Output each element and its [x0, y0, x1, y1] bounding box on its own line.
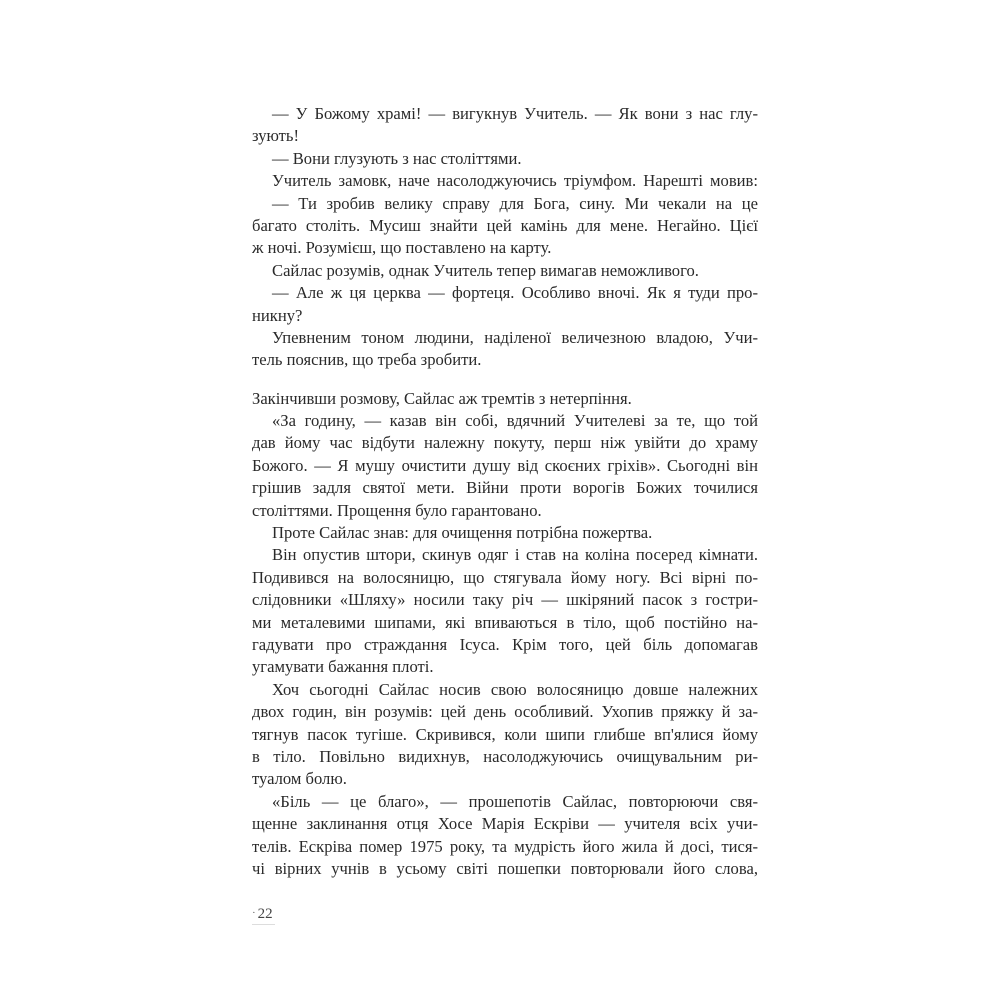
- text-line: Закінчивши розмову, Сайлас аж тремтів з нетерпіння.: [252, 388, 632, 408]
- text-line: ж ночі. Розумієш, що поставлено на карту.: [252, 238, 552, 258]
- section-dialogue: [252, 103, 758, 372]
- text-line: ми металевими шипами, які впиваються в тіло, щоб постійно на-: [252, 612, 758, 632]
- text-line: в тіло. Повільно видихнув, насолоджуючись очищувальним ри-: [252, 746, 758, 766]
- text-line: Подивився на волосяницю, що стягувала йому ногу. Всі вірні по-: [252, 567, 758, 587]
- text-line: Божого. — Я мушу очистити душу від скоєних гріхів». Сьогодні він: [252, 455, 758, 475]
- text-line: дав йому час відбути належну покуту, перш ніж увійти до храму: [252, 433, 758, 453]
- text-line: телів. Ескріва помер 1975 року, та мудрість його жила й досі, тися-: [252, 836, 758, 856]
- page-marker-icon: ·: [252, 907, 256, 919]
- text-line: Сайлас розумів, однак Учитель тепер вимагав неможливого.: [272, 260, 699, 280]
- text-line: — Вони глузують з нас століттями.: [272, 148, 522, 168]
- page-number-value: 22: [257, 906, 273, 922]
- text-line: грішив задля святої мети. Війни проти ворогів Божих точилися: [252, 478, 758, 498]
- text-line: чі вірних учнів в усьому світі пошепки повторювали його слова,: [252, 858, 758, 878]
- text-line: Учитель замовк, наче насолоджуючись тріумфом. Нарешті мовив:: [272, 171, 758, 191]
- text-line: століттями. Прощення було гарантовано.: [252, 500, 542, 520]
- text-line: «Біль — це благо», — прошепотів Сайлас, повторюючи свя-: [272, 791, 758, 811]
- text-line: Він опустив штори, скинув одяг і став на коліна посеред кімнати.: [272, 545, 758, 565]
- text-line: багато століть. Мусиш знайти цей камінь для мене. Негайно. Цієї: [252, 215, 758, 235]
- text-line: туалом болю.: [252, 769, 347, 789]
- text-line: Проте Сайлас знав: для очищення потрібна пожертва.: [272, 523, 653, 543]
- text-line: тель пояснив, що треба зробити.: [252, 350, 482, 370]
- section-break: [252, 372, 758, 388]
- text-line: слідовники «Шляху» носили таку річ — шкіряний пасок з гостри-: [252, 590, 758, 610]
- text-line: двох годин, він розумів: цей день особливий. Ухопив пряжку й за-: [252, 702, 758, 722]
- section-ritual: [252, 388, 758, 881]
- book-page-text: [252, 103, 758, 880]
- text-line: никну?: [252, 305, 303, 325]
- text-line: «За годину, — казав він собі, вдячний Учителеві за те, що той: [272, 411, 758, 431]
- text-line: угамувати бажання плоті.: [252, 657, 434, 677]
- text-line: гадувати про страждання Ісуса. Крім того, цей біль допомагав: [252, 634, 758, 654]
- text-line: Упевненим тоном людини, наділеної величезною владою, Учи-: [272, 327, 758, 347]
- text-line: щенне заклинання отця Хосе Марія Ескріви — учителя всіх учи-: [252, 814, 758, 834]
- page-number: [252, 906, 275, 925]
- text-line: — У Божому храмі! — вигукнув Учитель. — Як вони з нас глу-: [272, 104, 758, 123]
- text-line: — Але ж ця церква — фортеця. Особливо вночі. Як я туди про-: [272, 283, 758, 303]
- text-line: зують!: [252, 126, 300, 146]
- text-line: — Ти зробив велику справу для Бога, сину. Ми чекали на це: [272, 193, 758, 213]
- text-line: тягнув пасок тугіше. Скривився, коли шипи глибше вп'ялися йому: [252, 724, 758, 744]
- text-line: Хоч сьогодні Сайлас носив свою волосяницю довше належних: [272, 679, 758, 699]
